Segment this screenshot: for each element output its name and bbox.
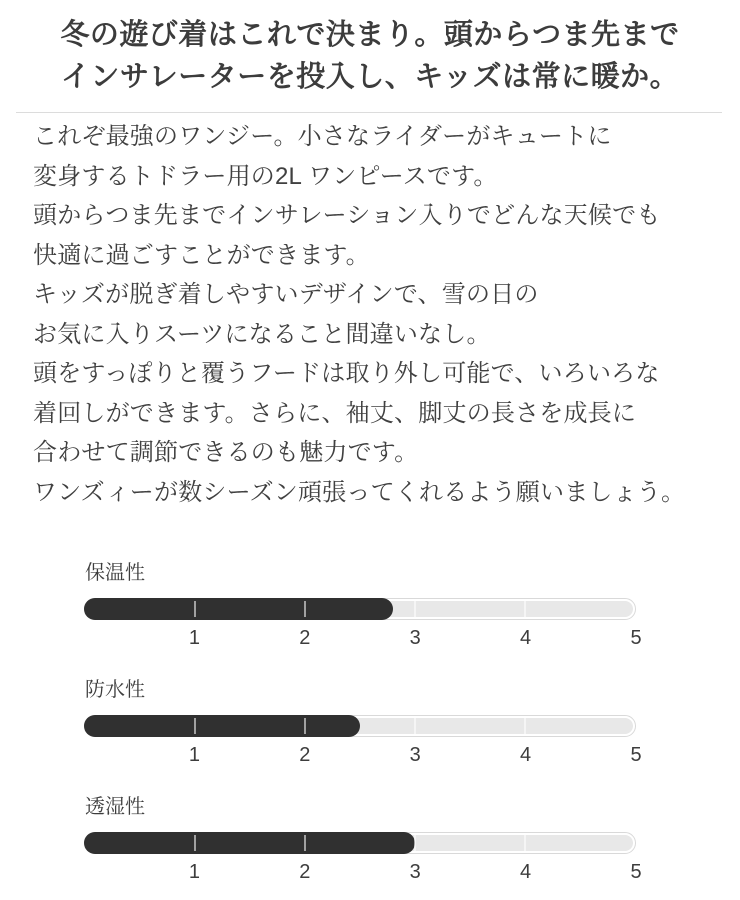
- meter-tick: [414, 835, 416, 851]
- scale-number: 5: [630, 861, 642, 883]
- headline-line-2: インサレーターを投入し、キッズは常に暖か。: [60, 61, 680, 93]
- product-headline: [0, 0, 740, 98]
- scale-number: 4: [520, 627, 532, 649]
- meter-tick: [304, 601, 306, 617]
- headline-line-1: 冬の遊び着はこれで決まり。頭からつま先まで: [60, 19, 680, 51]
- rating-label: 透湿性: [85, 796, 145, 818]
- meter-tick: [194, 718, 196, 734]
- scale-number: 5: [630, 744, 642, 766]
- scale-number: 1: [188, 861, 200, 883]
- description-line: 着回しができます。さらに、袖丈、脚丈の長さを成長に: [33, 399, 637, 427]
- scale-number: 2: [299, 861, 311, 883]
- meter-tick: [304, 718, 306, 734]
- scale-number: 1: [188, 627, 200, 649]
- rating-label: 防水性: [85, 679, 145, 701]
- product-description: [33, 117, 726, 512]
- description-line: 快適に過ごすことができます。: [33, 241, 370, 269]
- meter-tick: [524, 601, 526, 617]
- description-line: 頭からつま先までインサレーション入りでどんな天候でも: [33, 202, 661, 229]
- scale-number: 2: [299, 744, 311, 766]
- scale-number: 1: [188, 744, 200, 766]
- performance-ratings: [84, 560, 642, 884]
- description-line: ワンズィーが数シーズン頑張ってくれるよう願いましょう。: [33, 478, 686, 506]
- meter-tick: [414, 601, 416, 617]
- meter-tick: [524, 835, 526, 851]
- rating-meter-fill: [84, 832, 415, 854]
- scale-number: 3: [409, 627, 421, 649]
- rating-scale: [84, 743, 642, 767]
- rating-scale: [84, 626, 642, 650]
- scale-number: 4: [520, 744, 532, 766]
- rating-group: [84, 794, 642, 884]
- scale-number: 5: [630, 627, 642, 649]
- meter-tick: [304, 835, 306, 851]
- description-line: 頭をすっぽりと覆うフードは取り外し可能で、いろいろな: [33, 360, 660, 387]
- meter-tick: [194, 601, 196, 617]
- rating-group: [84, 560, 642, 650]
- rating-meter-fill: [84, 598, 393, 620]
- meter-tick: [194, 835, 196, 851]
- scale-number: 2: [299, 627, 311, 649]
- scale-number: 3: [409, 744, 421, 766]
- description-line: 変身するトドラー用の2L ワンピースです。: [33, 162, 498, 190]
- meter-tick: [414, 718, 416, 734]
- rating-meter: [84, 715, 636, 737]
- rating-group: [84, 677, 642, 767]
- scale-number: 3: [409, 861, 421, 883]
- description-line: お気に入りスーツになること間違いなし。: [33, 320, 491, 348]
- rating-label: 保温性: [85, 562, 145, 584]
- rating-meter: [84, 598, 636, 620]
- scale-number: 4: [520, 861, 532, 883]
- rating-meter: [84, 832, 636, 854]
- meter-tick: [524, 718, 526, 734]
- description-line: キッズが脱ぎ着しやすいデザインで、雪の日の: [33, 281, 539, 308]
- description-line: これぞ最強のワンジー。小さなライダーがキュートに: [33, 123, 612, 150]
- description-line: 合わせて調節できるのも魅力です。: [33, 439, 419, 466]
- section-divider: [16, 112, 722, 113]
- rating-meter-fill: [84, 715, 360, 737]
- rating-scale: [84, 860, 642, 884]
